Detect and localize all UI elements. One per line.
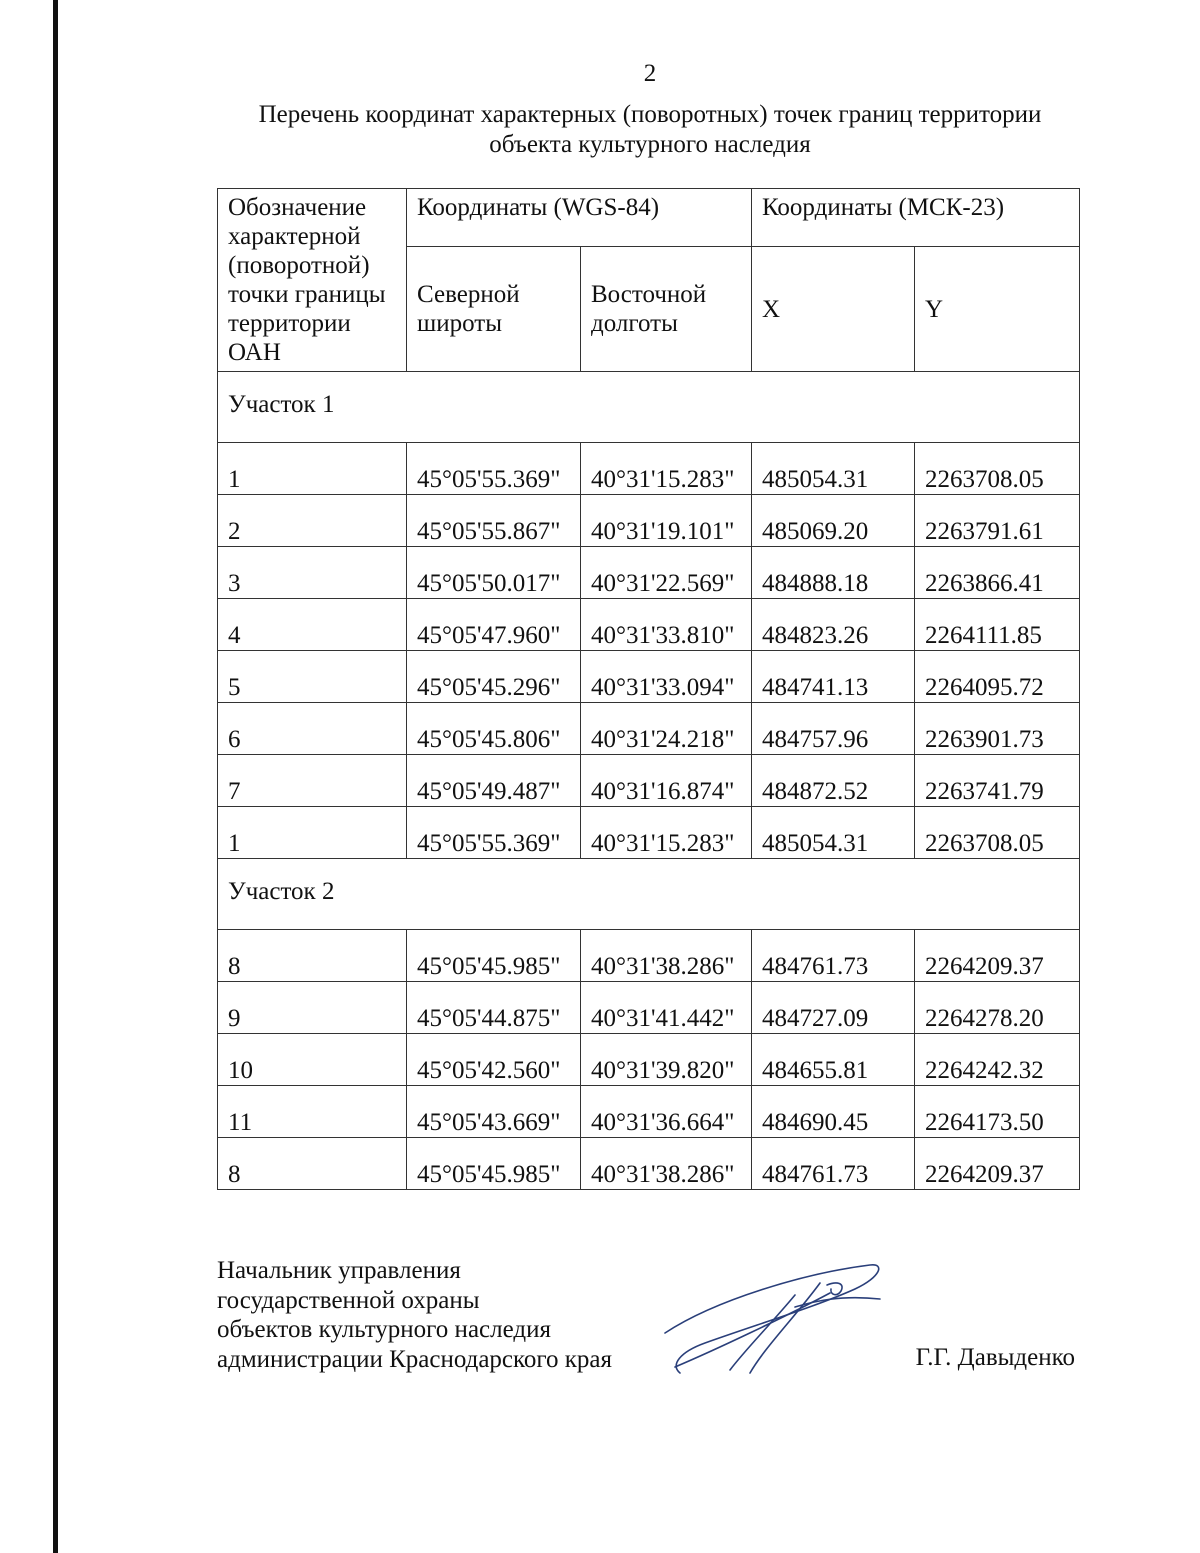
table-header-row <box>218 189 1080 247</box>
cell-point: 1 <box>218 807 407 859</box>
cell-lat: 45°05'45.985" <box>407 1138 581 1190</box>
cell-point: 6 <box>218 703 407 755</box>
table-row <box>218 930 1080 982</box>
handwritten-signature <box>645 1255 895 1385</box>
cell-lat: 45°05'55.369" <box>407 443 581 495</box>
table-row <box>218 443 1080 495</box>
cell-point: 11 <box>218 1086 407 1138</box>
table-row <box>218 1086 1080 1138</box>
cell-lat: 45°05'45.985" <box>407 930 581 982</box>
cell-lat: 45°05'55.867" <box>407 495 581 547</box>
cell-x: 484761.73 <box>752 930 915 982</box>
cell-point: 8 <box>218 930 407 982</box>
cell-point: 4 <box>218 599 407 651</box>
cell-x: 484761.73 <box>752 1138 915 1190</box>
cell-y: 2264209.37 <box>915 930 1080 982</box>
cell-lon: 40°31'39.820" <box>581 1034 752 1086</box>
header-latitude: Северной широты <box>407 247 581 372</box>
cell-y: 2263708.05 <box>915 443 1080 495</box>
cell-point: 1 <box>218 443 407 495</box>
signer-title-line-1: Начальник управления <box>217 1257 461 1284</box>
cell-x: 484757.96 <box>752 703 915 755</box>
cell-x: 485054.31 <box>752 443 915 495</box>
header-msk23: Координаты (МСК-23) <box>752 189 1080 247</box>
table-row <box>218 982 1080 1034</box>
cell-y: 2264111.85 <box>915 599 1080 651</box>
table-row <box>218 651 1080 703</box>
section-row <box>218 859 1080 930</box>
cell-lon: 40°31'41.442" <box>581 982 752 1034</box>
table-row <box>218 703 1080 755</box>
signer-title-line-4: администрации Краснодарского края <box>217 1345 613 1373</box>
page-number: 2 <box>643 60 657 87</box>
cell-y: 2264242.32 <box>915 1034 1080 1086</box>
cell-lon: 40°31'33.094" <box>581 651 752 703</box>
cell-x: 485069.20 <box>752 495 915 547</box>
cell-lon: 40°31'22.569" <box>581 547 752 599</box>
cell-lon: 40°31'15.283" <box>581 443 752 495</box>
table-row <box>218 807 1080 859</box>
table-row <box>218 599 1080 651</box>
title-line-1: Перечень координат характерных (поворотных) точек границ территории <box>258 101 1042 128</box>
cell-lon: 40°31'15.283" <box>581 807 752 859</box>
signer-title-line-2: государственной охраны <box>217 1286 480 1314</box>
section-label: Участок 1 <box>218 372 1080 443</box>
cell-lon: 40°31'16.874" <box>581 755 752 807</box>
cell-point: 3 <box>218 547 407 599</box>
cell-y: 2264173.50 <box>915 1086 1080 1138</box>
cell-point: 9 <box>218 982 407 1034</box>
cell-y: 2263708.05 <box>915 807 1080 859</box>
table-row <box>218 495 1080 547</box>
cell-point: 2 <box>218 495 407 547</box>
cell-lat: 45°05'47.960" <box>407 599 581 651</box>
signature-block <box>217 1256 612 1374</box>
cell-x: 484727.09 <box>752 982 915 1034</box>
table-row <box>218 755 1080 807</box>
cell-y: 2264209.37 <box>915 1138 1080 1190</box>
cell-lon: 40°31'36.664" <box>581 1086 752 1138</box>
cell-y: 2263866.41 <box>915 547 1080 599</box>
section-label: Участок 2 <box>218 859 1080 930</box>
cell-x: 484823.26 <box>752 599 915 651</box>
header-y: Y <box>915 247 1080 372</box>
cell-x: 484741.13 <box>752 651 915 703</box>
cell-x: 484872.52 <box>752 755 915 807</box>
cell-point: 10 <box>218 1034 407 1086</box>
cell-y: 2264095.72 <box>915 651 1080 703</box>
cell-lat: 45°05'43.669" <box>407 1086 581 1138</box>
cell-x: 485054.31 <box>752 807 915 859</box>
cell-y: 2263741.79 <box>915 755 1080 807</box>
cell-lat: 45°05'49.487" <box>407 755 581 807</box>
table-row <box>218 1138 1080 1190</box>
cell-y: 2263901.73 <box>915 703 1080 755</box>
document-title <box>0 100 1200 160</box>
header-point-designation: Обозначение характерной (поворотной) точки границы территории ОАН <box>218 189 407 372</box>
cell-lon: 40°31'38.286" <box>581 1138 752 1190</box>
cell-lat: 45°05'42.560" <box>407 1034 581 1086</box>
cell-point: 7 <box>218 755 407 807</box>
cell-lat: 45°05'55.369" <box>407 807 581 859</box>
signer-name: Г.Г. Давыденко <box>915 1344 1075 1371</box>
cell-lat: 45°05'44.875" <box>407 982 581 1034</box>
cell-x: 484690.45 <box>752 1086 915 1138</box>
cell-lat: 45°05'50.017" <box>407 547 581 599</box>
cell-x: 484655.81 <box>752 1034 915 1086</box>
header-longitude: Восточной долготы <box>581 247 752 372</box>
cell-lon: 40°31'33.810" <box>581 599 752 651</box>
cell-lat: 45°05'45.806" <box>407 703 581 755</box>
header-wgs84: Координаты (WGS-84) <box>407 189 752 247</box>
cell-lon: 40°31'19.101" <box>581 495 752 547</box>
signer-title-line-3: объектов культурного наследия <box>217 1316 551 1343</box>
cell-y: 2263791.61 <box>915 495 1080 547</box>
header-x: X <box>752 247 915 372</box>
cell-point: 5 <box>218 651 407 703</box>
cell-lat: 45°05'45.296" <box>407 651 581 703</box>
table-row <box>218 1034 1080 1086</box>
section-row <box>218 372 1080 443</box>
table-row <box>218 547 1080 599</box>
cell-x: 484888.18 <box>752 547 915 599</box>
cell-point: 8 <box>218 1138 407 1190</box>
cell-y: 2264278.20 <box>915 982 1080 1034</box>
title-line-2: объекта культурного наследия <box>489 131 811 158</box>
cell-lon: 40°31'38.286" <box>581 930 752 982</box>
cell-lon: 40°31'24.218" <box>581 703 752 755</box>
coordinates-table <box>217 188 1080 1190</box>
scan-edge <box>53 0 58 1553</box>
